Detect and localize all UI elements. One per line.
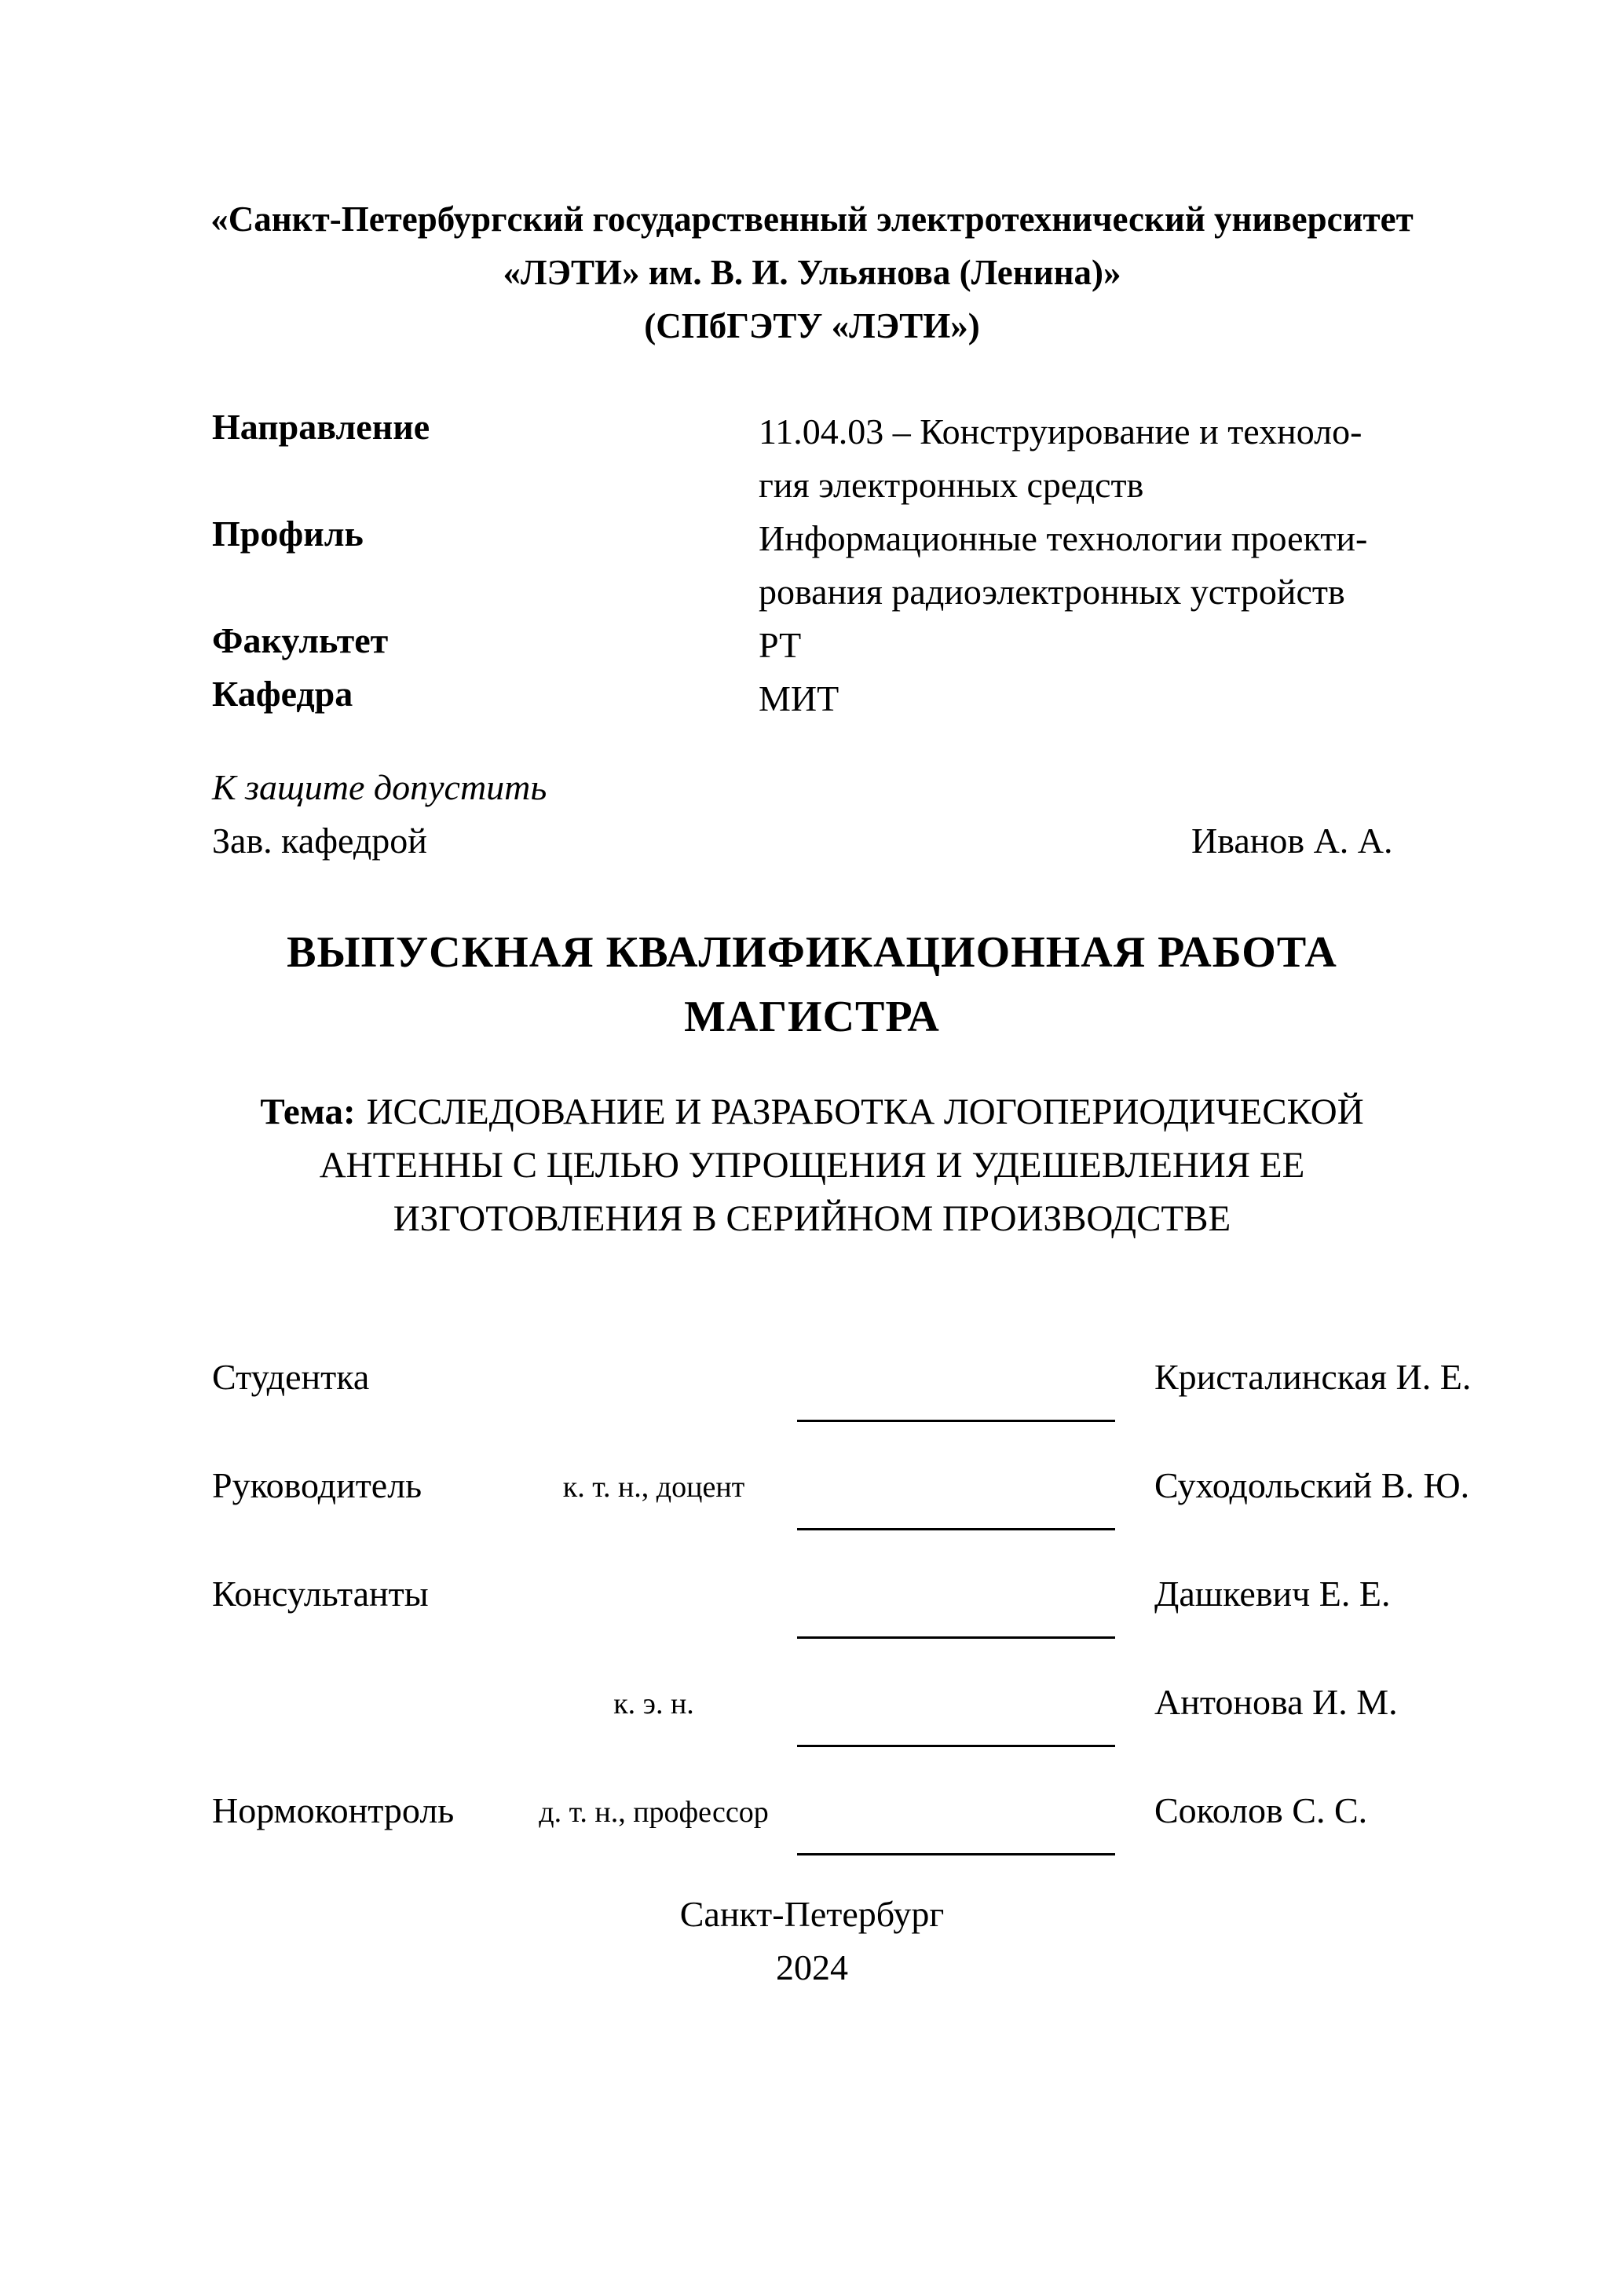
field-value-profile-line2: рования радиоэлектронных устройств <box>759 572 1345 612</box>
signature-line-consultant-1 <box>797 1636 1115 1639</box>
signature-name-norm-control: Соколов С. С. <box>1154 1790 1368 1830</box>
admission-note: К защите допустить <box>212 767 547 807</box>
head-of-department-label: Зав. кафедрой <box>212 821 427 861</box>
signature-name-consultant-2: Антонова И. М. <box>1154 1682 1398 1722</box>
field-value-faculty: РТ <box>759 625 802 665</box>
signature-line-supervisor <box>797 1528 1115 1530</box>
signature-role-norm-control: Нормоконтроль <box>212 1790 455 1830</box>
thesis-title-line-1: ВЫПУСКНАЯ КВАЛИФИКАЦИОННАЯ РАБОТА <box>287 928 1337 977</box>
signature-name-consultant-1: Дашкевич Е. Е. <box>1154 1574 1391 1614</box>
field-label-profile: Профиль <box>212 514 364 554</box>
signature-line-consultant-2 <box>797 1745 1115 1747</box>
topic-line-3: ИЗГОТОВЛЕНИЯ В СЕРИЙНОМ ПРОИЗВОДСТВЕ <box>393 1198 1231 1239</box>
university-name-line-1: «Санкт-Петербургский государственный электротехнический университет <box>210 199 1414 239</box>
signature-role-consultants: Консультанты <box>212 1574 429 1614</box>
field-value-profile-line1: Информационные технологии проекти- <box>759 518 1368 558</box>
signature-line-norm-control <box>797 1853 1115 1855</box>
university-name-line-3: (СПбГЭТУ «ЛЭТИ») <box>644 306 980 345</box>
field-label-department: Кафедра <box>212 674 353 714</box>
topic-line-2: АНТЕННЫ С ЦЕЛЬЮ УПРОЩЕНИЯ И УДЕШЕВЛЕНИЯ ЕЕ <box>319 1145 1305 1186</box>
topic-label: Тема: <box>260 1091 356 1132</box>
topic-line-1 <box>0 1090 1624 1134</box>
field-value-direction-line2: гия электронных средств <box>759 465 1144 505</box>
field-value-department: МИТ <box>759 678 839 718</box>
footer-city: Санкт-Петербург <box>679 1894 945 1934</box>
signature-qualification-supervisor: к. т. н., доцент <box>562 1471 745 1504</box>
head-of-department-name: Иванов А. А. <box>1191 821 1393 861</box>
signature-qualification-consultant-2: к. э. н. <box>613 1687 694 1720</box>
footer-year: 2024 <box>776 1947 848 1987</box>
field-value-direction-line1: 11.04.03 – Конструирование и техноло- <box>759 411 1362 452</box>
field-label-direction: Направление <box>212 407 430 447</box>
signature-name-supervisor: Суходольский В. Ю. <box>1154 1465 1470 1505</box>
field-label-faculty: Факультет <box>212 620 389 660</box>
signature-qualification-norm-control: д. т. н., профессор <box>539 1796 769 1829</box>
signature-name-student: Кристалинская И. Е. <box>1154 1357 1472 1397</box>
signature-role-supervisor: Руководитель <box>212 1465 422 1505</box>
university-name-line-2: «ЛЭТИ» им. В. И. Ульянова (Ленина)» <box>503 253 1121 292</box>
signature-line-student <box>797 1420 1115 1422</box>
topic-text-line-1: ИССЛЕДОВАНИЕ И РАЗРАБОТКА ЛОГОПЕРИОДИЧЕСКОЙ <box>366 1091 1364 1132</box>
thesis-title-line-2: МАГИСТРА <box>684 993 940 1041</box>
signature-role-student: Студентка <box>212 1357 370 1397</box>
